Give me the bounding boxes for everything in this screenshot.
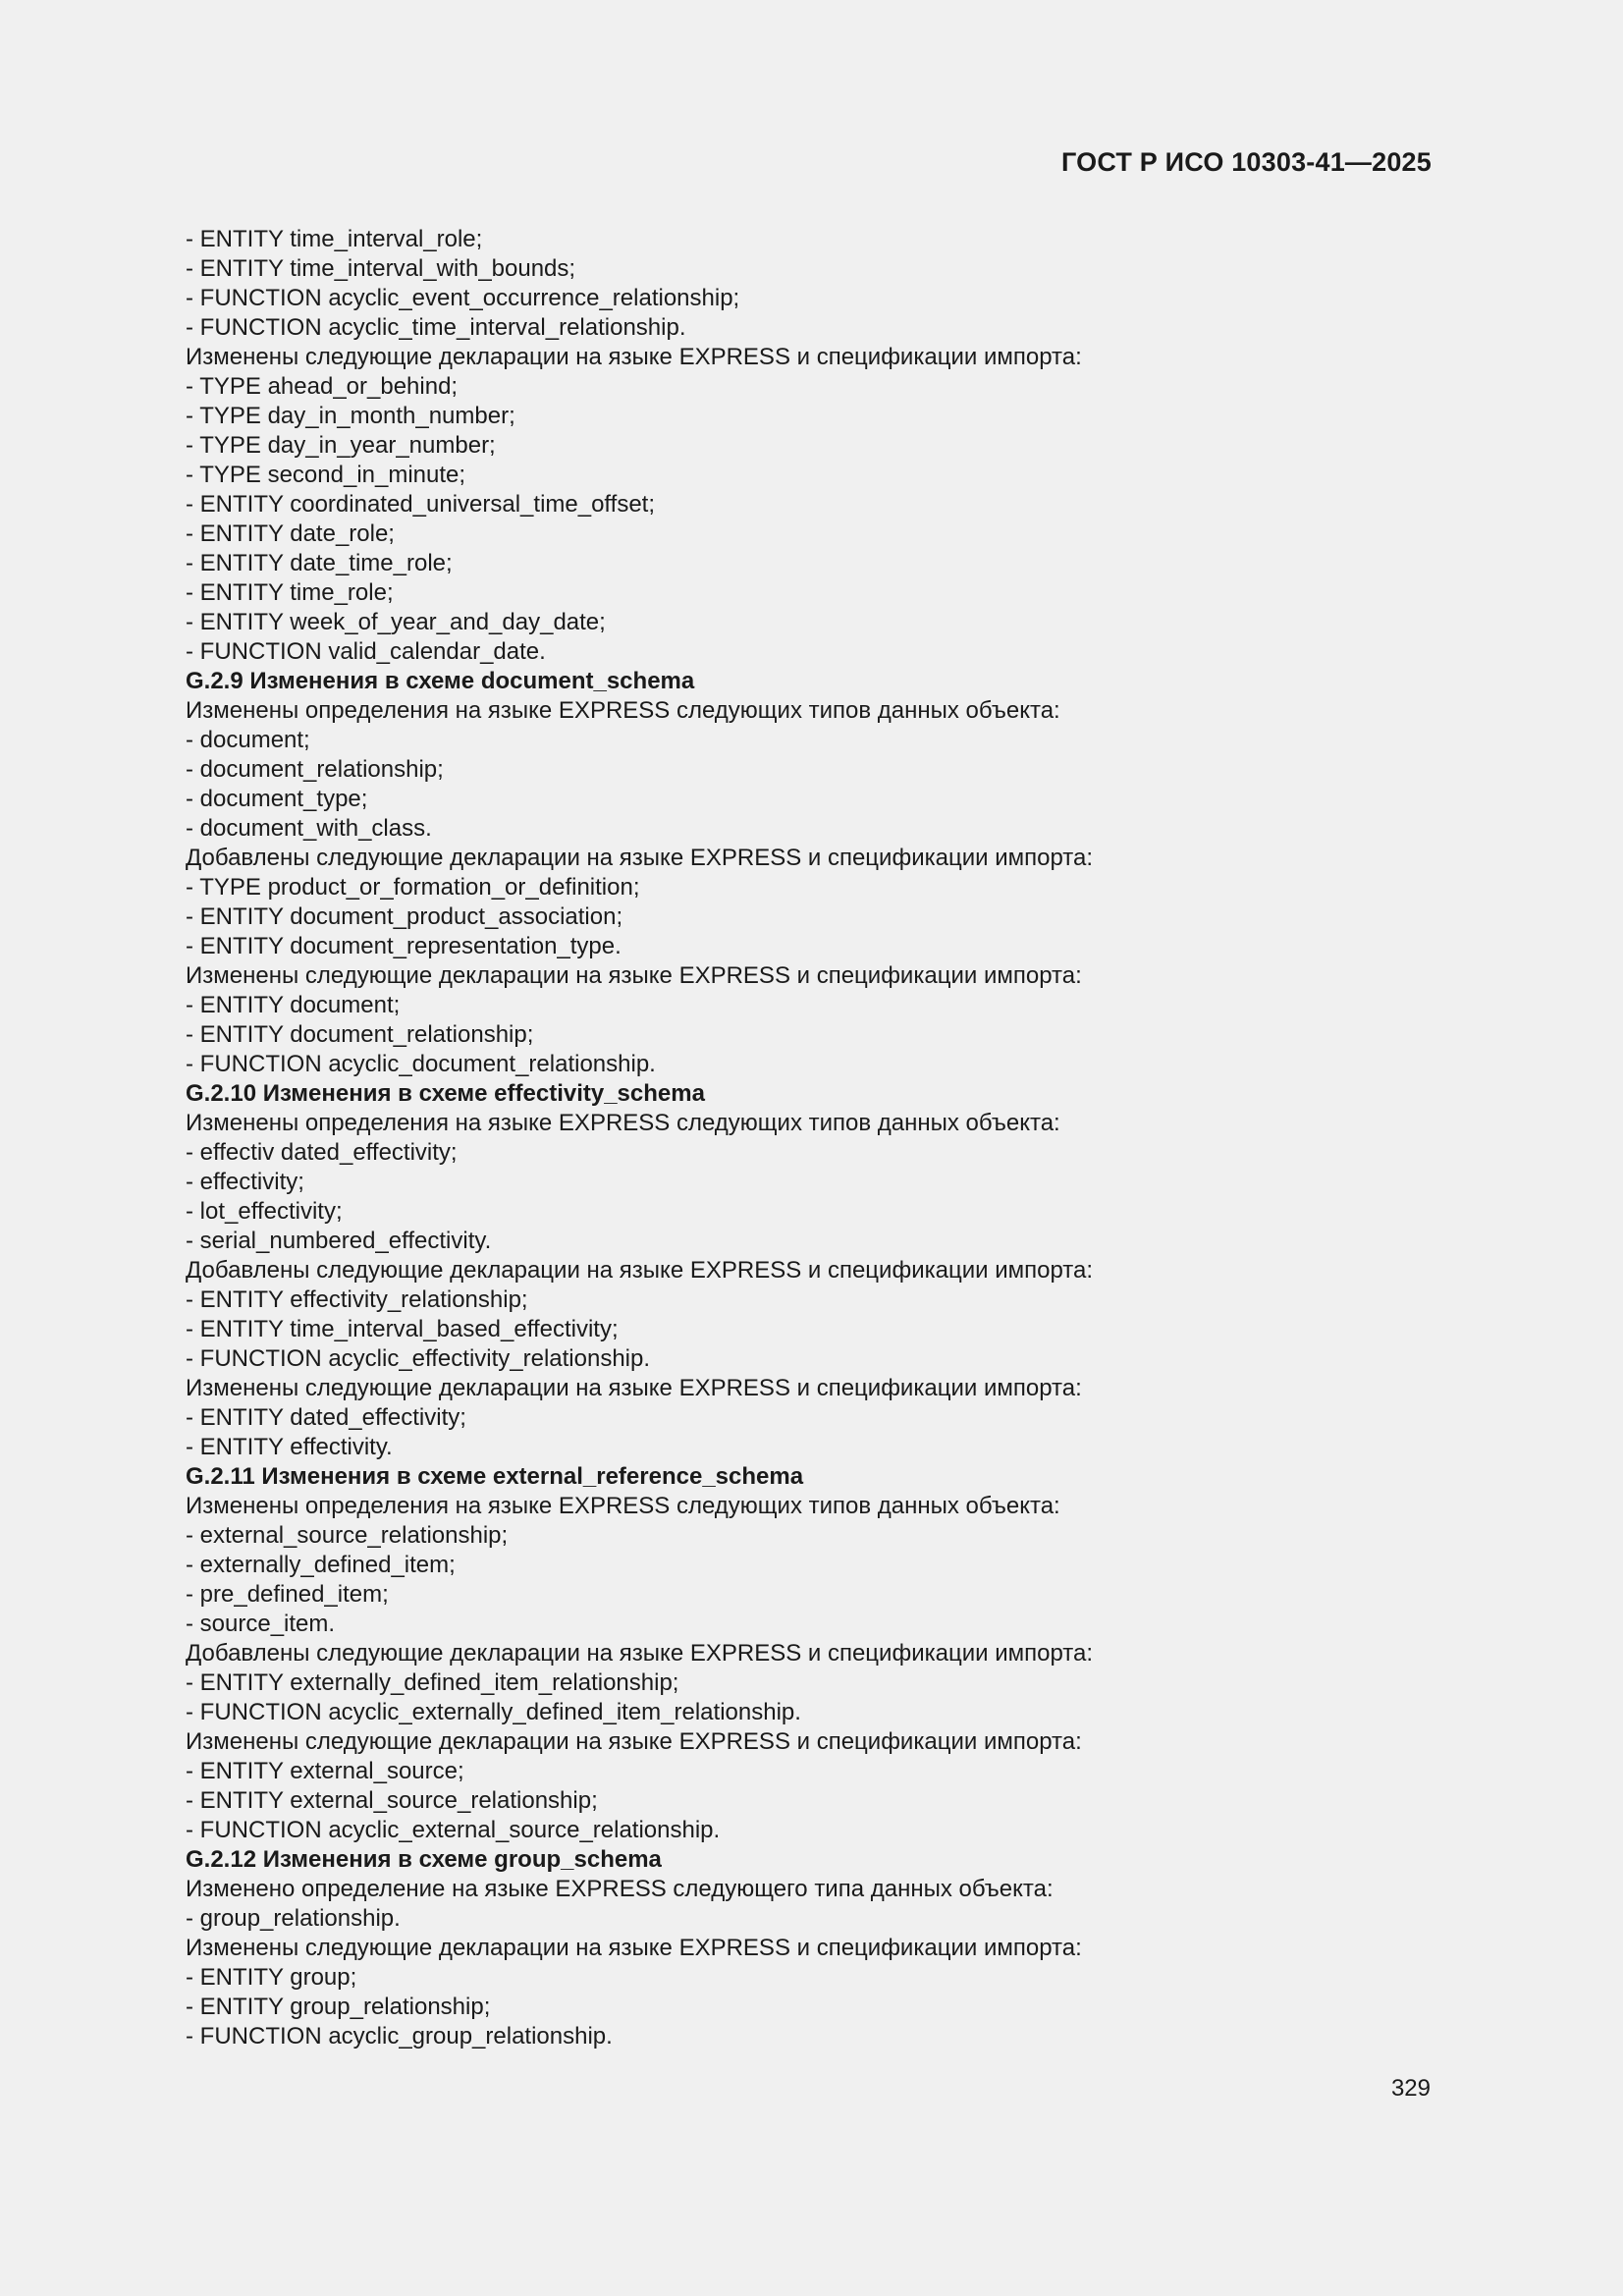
list-item: - effectiv dated_effectivity;: [186, 1139, 458, 1166]
list-item: - ENTITY effectivity.: [186, 1434, 393, 1460]
list-item: - ENTITY coordinated_universal_time_offset;: [186, 491, 656, 518]
list-item: - FUNCTION acyclic_event_occurrence_relationship;: [186, 285, 740, 311]
section-heading: G.2.12 Изменения в схеме group_schema: [186, 1846, 662, 1873]
list-item: - ENTITY external_source;: [186, 1758, 464, 1784]
list-item: - ENTITY date_time_role;: [186, 550, 453, 576]
list-item: - document_type;: [186, 786, 368, 812]
paragraph-line: Изменены определения на языке EXPRESS следующих типов данных объекта:: [186, 1110, 1060, 1136]
list-item: - externally_defined_item;: [186, 1552, 456, 1578]
list-item: - lot_effectivity;: [186, 1198, 343, 1225]
list-item: - ENTITY document_representation_type.: [186, 933, 622, 959]
list-item: - TYPE day_in_month_number;: [186, 403, 515, 429]
paragraph-line: Изменено определение на языке EXPRESS следующего типа данных объекта:: [186, 1876, 1054, 1902]
list-item: - ENTITY external_source_relationship;: [186, 1787, 598, 1814]
list-item: - ENTITY externally_defined_item_relationship;: [186, 1669, 679, 1696]
paragraph-line: Изменены определения на языке EXPRESS следующих типов данных объекта:: [186, 1493, 1060, 1519]
list-item: - ENTITY document_product_association;: [186, 903, 623, 930]
paragraph-line: Изменены следующие декларации на языке EXPRESS и спецификации импорта:: [186, 1935, 1082, 1961]
paragraph-line: Изменены следующие декларации на языке EXPRESS и спецификации импорта:: [186, 1375, 1082, 1401]
list-item: - document_relationship;: [186, 756, 444, 783]
list-item: - ENTITY document;: [186, 992, 401, 1018]
list-item: - TYPE day_in_year_number;: [186, 432, 496, 459]
list-item: - FUNCTION acyclic_time_interval_relationship.: [186, 314, 686, 341]
list-item: - FUNCTION valid_calendar_date.: [186, 638, 546, 665]
list-item: - FUNCTION acyclic_externally_defined_item_relationship.: [186, 1699, 801, 1725]
list-item: - FUNCTION acyclic_document_relationship.: [186, 1051, 656, 1077]
list-item: - ENTITY document_relationship;: [186, 1021, 534, 1048]
list-item: - FUNCTION acyclic_group_relationship.: [186, 2023, 613, 2050]
section-heading: G.2.10 Изменения в схеме effectivity_schema: [186, 1080, 705, 1107]
document-code-header: ГОСТ Р ИСО 10303-41—2025: [1061, 147, 1432, 177]
list-item: - ENTITY week_of_year_and_day_date;: [186, 609, 606, 635]
list-item: - ENTITY group_relationship;: [186, 1994, 491, 2020]
paragraph-line: Изменены определения на языке EXPRESS следующих типов данных объекта:: [186, 697, 1060, 724]
list-item: - serial_numbered_effectivity.: [186, 1228, 492, 1254]
paragraph-line: Добавлены следующие декларации на языке EXPRESS и спецификации импорта:: [186, 845, 1094, 871]
section-heading: G.2.11 Изменения в схеме external_reference_schema: [186, 1463, 804, 1490]
list-item: - source_item.: [186, 1611, 336, 1637]
paragraph-line: Добавлены следующие декларации на языке EXPRESS и спецификации импорта:: [186, 1640, 1094, 1667]
section-heading: G.2.9 Изменения в схеме document_schema: [186, 668, 695, 694]
list-item: - effectivity;: [186, 1169, 304, 1195]
list-item: - TYPE ahead_or_behind;: [186, 373, 459, 400]
list-item: - ENTITY dated_effectivity;: [186, 1404, 466, 1431]
list-item: - FUNCTION acyclic_effectivity_relationship.: [186, 1345, 651, 1372]
page-number: 329: [1390, 2075, 1431, 2102]
paragraph-line: Изменены следующие декларации на языке EXPRESS и спецификации импорта:: [186, 962, 1082, 989]
list-item: - group_relationship.: [186, 1905, 401, 1932]
list-item: - pre_defined_item;: [186, 1581, 389, 1608]
list-item: - ENTITY time_role;: [186, 579, 394, 606]
list-item: - FUNCTION acyclic_external_source_relationship.: [186, 1817, 721, 1843]
list-item: - ENTITY effectivity_relationship;: [186, 1286, 528, 1313]
page-body: [186, 225, 1442, 2051]
list-item: - ENTITY time_interval_with_bounds;: [186, 255, 576, 282]
list-item: - TYPE product_or_formation_or_definition;: [186, 874, 640, 901]
list-item: - ENTITY group;: [186, 1964, 357, 1991]
paragraph-line: Изменены следующие декларации на языке EXPRESS и спецификации импорта:: [186, 344, 1082, 370]
list-item: - external_source_relationship;: [186, 1522, 509, 1549]
paragraph-line: Изменены следующие декларации на языке EXPRESS и спецификации импорта:: [186, 1728, 1082, 1755]
list-item: - ENTITY date_role;: [186, 520, 395, 547]
list-item: - document;: [186, 727, 310, 753]
list-item: - ENTITY time_interval_based_effectivity;: [186, 1316, 619, 1342]
list-item: - ENTITY time_interval_role;: [186, 226, 483, 252]
list-item: - document_with_class.: [186, 815, 432, 842]
list-item: - TYPE second_in_minute;: [186, 462, 466, 488]
paragraph-line: Добавлены следующие декларации на языке EXPRESS и спецификации импорта:: [186, 1257, 1094, 1284]
